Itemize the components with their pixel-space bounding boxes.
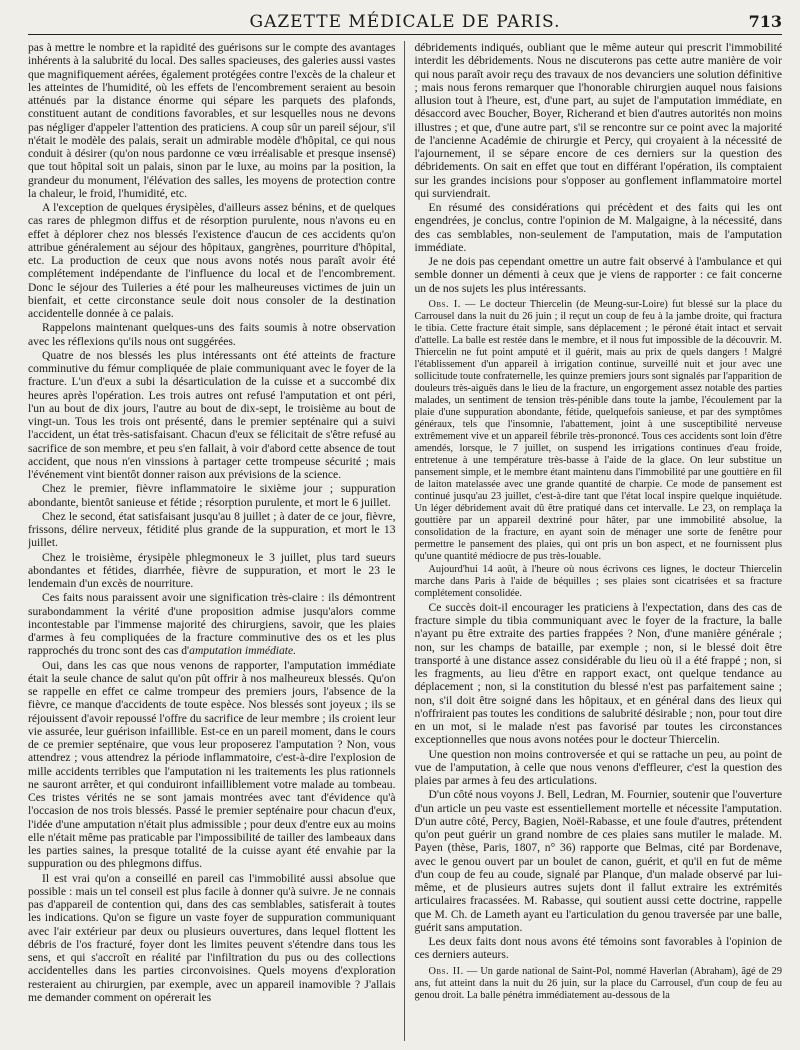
- observation-text: — Un garde national de Saint-Pol, nommé Haverlan (Abraham), âgé de 29 ans, fut atteint dans la nuit du 26 juin, sur la place du Carrousel, d'un coup de feu au genou droit. La balle pénétra immédiatement au-dessous de la: [414, 965, 782, 1001]
- observation-1-conclusion: Aujourd'hui 14 août, à l'heure où nous écrivons ces lignes, le docteur Thiercelin marche dans Paris à l'aide de béquilles ; ses plaies sont cicatrisées et sa fracture complétement consolidée.: [414, 563, 782, 599]
- paragraph: débridements indiqués, oubliant que le même auteur qui prescrit l'immobilité interdit les débridements. Nous ne discuterons pas cette autre manière de voir qui nous paraît avoir reçu des travaux de nos devanciers une solution définitive ; mais nous ferons remarquer que l'honorable chirurgien auquel nous faisions allusion tout à l'heure, est, d'une part, au sujet de l'amputation immédiate, en désaccord avec Boucher, Boyer, Richerand et bien d'autres autorités non moins illustres ; et que, d'une autre part, s'il se rencontre sur ce point avec la majorité de l'ancienne Académie de chirurgie et Percy, qui croyaient à la nécessité de l'ajournement, il se sépare encore de ces derniers sur la question des débridements. On sait en effet que tout en différant l'opération, ils comptaient sur les grandes incisions pour s'opposer au gonflement inflammatoire mortel qui surviendrait.: [414, 41, 782, 200]
- left-column: [28, 41, 405, 1041]
- paragraph: Les deux faits dont nous avons été témoins sont favorables à l'opinion de ces derniers auteurs.: [414, 935, 782, 962]
- paragraph: Chez le premier, fièvre inflammatoire le sixième jour ; suppuration abondante, bientôt sanieuse et fétide ; résorption purulente, et mort le 6 juillet.: [28, 482, 396, 509]
- paragraph-text: Ces faits nous paraissent avoir une signification très-claire : ils démontrent surabondamment la vérité d'une proposition admise jusqu'alors comme incontestable par l'immense majorité des chirurgiens, savoir, que les plaies d'armes à feu compliquées de la fracture comminutive des os et les plus rapprochés du tronc sont des cas d': [28, 591, 396, 658]
- observation-text: — Le docteur Thiercelin (de Meung-sur-Loire) fut blessé sur la place du Carrousel dans la nuit du 26 juin ; il reçut un coup de feu à la jambe droite, qui fractura le tibia. Cette fracture était simple, sans déplacement ; le péroné était intact et servait d'attelle. La balle est restée dans le membre, et il nous fut impossible de la découvrir. M. Thiercelin ne fut point amputé et il guérit, mais au prix de quels dangers ! Malgré l'établissement d'un appareil à irrigation continue, surveillé nuit et jour avec une sollicitude toute confraternelle, les quinze premiers jours sont signalés par l'apparition de douleurs très-aiguës dans le lieu de la fracture, un engorgement assez notable des parties malades, un sentiment de tension très-pénible dans toute la jambe, l'écoulement par la plaie d'une suppuration abondante, fétide, quelquefois sanieuse, et par des symptômes généraux, tels que l'insomnie, l'abattement, joint à une susceptibilité nerveuse extrêmement vive et un appareil fébrile très-prononcé. Tous ces accidents sont loin d'être amendés, lorsque, le 7 juillet, on suspend les irrigations continues d'eau froide, entretenue à une température très-basse à l'aide de la glace. On leur substitue un pansement simple, et le membre étant maintenu dans l'immobilité par une gouttière en fil de laiton matelassée avec une grande quantité de charpie. Ce mode de pansement est continué jusqu'au 23 juillet, c'est-à-dire tant que l'état local inspire quelque inquiétude. Un léger débridement avait dû être pratiqué dans cet intervalle. Le 23, on remplaça la gouttière par un appareil dextriné pour hâter, par une immobilité absolue, la consolidation de la fracture, en ayant soin de ménager une sorte de fenêtre pour permettre le pansement des plaies, qui ont pris un bon aspect, et ne fournissent plus qu'une quantité médiocre de pus très-louable.: [414, 298, 782, 562]
- paragraph: Il est vrai qu'on a conseillé en pareil cas l'immobilité aussi absolue que possible : mais un tel conseil est plus facile à donner qu'à suivre. Je ne connais pas d'appareil de contention qui, dans des cas semblables, satisferait à toutes les indications. Qu'on se figure un vaste foyer de suppuration communiquant avec l'air extérieur par deux ou plusieurs ouvertures, dans lequel flottent les débris de l'os fracturé, foyer dont les limites peuvent s'étendre dans tous les sens, et qui s'accroît en réalité par l'infiltration du pus ou des collections accidentelles dans les parties circonvoisines. Quels moyens d'exploration resteraient au chirurgien, par exemple, avec un appareil inamovible ? J'allais me demander comment on opérerait les: [28, 871, 396, 1004]
- paragraph: [28, 591, 396, 657]
- observation-label: Obs. I.: [428, 298, 461, 310]
- paragraph: Chez le troisième, érysipèle phlegmoneux le 3 juillet, plus tard sueurs abondantes et fétides, diarrhée, fièvre de suppuration, et mort le 23 le lendemain d'un excès de nourriture.: [28, 550, 396, 590]
- paragraph: Une question non moins controversée et qui se rattache un peu, au point de vue de l'amputation, à celle que nous venons d'effleurer, c'est la question des plaies par armes à feu des articulations.: [414, 747, 782, 787]
- paragraph: Rappelons maintenant quelques-uns des faits soumis à notre observation avec les réflexions qu'ils nous ont suggérées.: [28, 321, 396, 348]
- page-number: 713: [748, 12, 782, 31]
- paragraph: A l'exception de quelques érysipèles, d'ailleurs assez bénins, et de quelques cas rares de phlegmon diffus et de résorption purulente, nous n'avons eu en effet à déplorer chez nos blessés l'existence d'aucun de ces accidents qu'on attribue généralement au séjour des hôpitaux, gangrènes, pourriture d'hôpital, etc. La production de ceux que nous avons notés nous paraît avoir été complétement indépendante de l'influence du local et de l'encombrement. Donc le séjour des Tuileries a été pour les malheureuses victimes de juin un bienfait, et cette circonstance seule doit nous consoler de la destination accidentelle donnée à ce palais.: [28, 201, 396, 320]
- page-header: [28, 8, 782, 35]
- observation-2: [415, 966, 783, 1002]
- paragraph: Oui, dans les cas que nous venons de rapporter, l'amputation immédiate était la seule chance de salut qu'on pût offrir à nos malheureux blessés. Qu'on se rappelle en effet ce calme trompeur des premiers jours, l'absence de la fièvre, ce manque d'accidents de toute espèce. Nos blessés sont joyeux ; ils se réjouissent d'avoir repoussé l'offre du sacrifice de leur membre ; ils croient leur vie assurée, leur guérison infaillible. Est-ce en un pareil moment, dans le cours de ce premier septénaire, que vous leur proposerez l'amputation ? Non, vous attendrez ; vous attendrez la période inflammatoire, c'est-à-dire l'explosion de mille accidents terribles que l'amputation ni les traitements les plus rationnels ne sauront arrêter, et qui conduiront infailliblement votre malade au tombeau. Ces tristes vérités ne se sont jamais montrées avec tant d'évidence qu'à l'occasion de nos trois blessés. Passé le premier septénaire pour chacun d'eux, l'idée d'une amputation n'était plus admissible ; pour deux d'entre eux au moins elle n'était même pas praticable par l'impossibilité de tailler des lambeaux dans les parties saines, la presque totalité de la cuisse ayant été envahie par la suppuration ou des phlegmons diffus.: [28, 658, 396, 871]
- paragraph: D'un côté nous voyons J. Bell, Ledran, M. Fournier, soutenir que l'ouverture d'un article un peu vaste est essentiellement mortelle et nécessite l'amputation. D'un autre côté, Percy, Bagien, Noël-Rabasse, et une foule d'autres, prétendent qu'on peut guérir un grand nombre de ces plaies sans mutiler le malade. M. Payen (thèse, Paris, 1807, n° 36) rapporte que Belmas, cité par Bordenave, avec le genou ouvert par un boulet de canon, guérit, et qu'il en fut de même d'un coup de feu au coude, signalé par Planque, d'un malade observé par lui-même, et de plusieurs autres sujets dont il fallut extraire les extrémités articulaires fracassées. M. Rabasse, qui soutient aussi cette doctrine, rappelle que M. Ch. de Lameth ayant eu l'articulation du genou traversée par une balle, guérit sans amputation.: [414, 788, 782, 934]
- paragraph: Chez le second, état satisfaisant jusqu'au 8 juillet ; à dater de ce jour, fièvre, frissons, délire nerveux, fétidité plus grande de la suppuration, et mort le 13 juillet.: [28, 509, 396, 550]
- paragraph: pas à mettre le nombre et la rapidité des guérisons sur le compte des avantages inhérents à la salubrité du local. Des salles spacieuses, des galeries aussi vastes que magnifiquement aérées, également protégées contre l'excès de la chaleur et les atteintes de l'humidité, où les effets de l'encombrement seraient au besoin atténués par la distance énorme qui sépare les parquets des plafonds, constituent autant de conditions favorables, et sur lesquelles nous ne devons pas négliger d'appeler l'attention des praticiens. A coup sûr un pareil séjour, s'il n'était le modèle des palais, serait un admirable modèle d'hôpital, ce qui nous conduit à désirer (qu'on nous pardonne ce vœu irréalisable et presque insensé) que tout hôpital soit un palais, sinon par le luxe, au moins par la position, la grandeur du monument, l'élévation des salles, les moyens de protection contre la chaleur, le froid, l'humidité, etc.: [28, 41, 396, 200]
- journal-title: GAZETTE MÉDICALE DE PARIS.: [249, 12, 561, 32]
- paragraph: Ce succès doit-il encourager les praticiens à l'expectation, dans des cas de fracture simple du tibia communiquant avec le foyer de la fracture, la balle n'ayant pu être extraite des parties frappées ? Non, d'une manière générale ; non, sur les champs de bataille, par exemple ; non, si le blessé doit être transporté à une distance assez considérable du lieu où il a été frappé ; non, si les fragments, au lieu d'être en rapport exact, ont quelque tendance au déplacement ; non, si la constitution du blessé n'est pas parfaitement saine ; non, s'il doit être soigné dans les hôpitaux, et en général dans des lieux qui n'offriraient pas toutes les conditions de salubrité désirable ; non, pour tout dire en un mot, si le malade n'est pas favorisé par toutes les circonstances exceptionnelles que nous avons notées pour le docteur Thiercelin.: [414, 600, 782, 747]
- observation-label: Obs. II.: [428, 965, 464, 977]
- paragraph: En résumé des considérations qui précèdent et des faits qui les ont engendrées, je conclus, contre l'opinion de M. Malgaigne, à la nécessité, dans des cas semblables, non-seulement de l'amputation, mais de l'amputation immédiate.: [414, 201, 782, 254]
- emphasis-text: amputation immédiate.: [189, 644, 297, 658]
- text-columns: [28, 41, 782, 1041]
- right-column: [415, 41, 783, 1041]
- paragraph: Quatre de nos blessés les plus intéressants ont été atteints de fracture comminutive du fémur compliquée de plaie communiquant avec le foyer de la fracture. L'un d'eux a subi la désarticulation de la cuisse et a succombé dix heures après l'opération. Les trois autres ont refusé l'amputation et ont péri, l'un au bout de dix jours, l'autre au bout de dix-sept, le troisième au bout de vingt-un. Tous les trois ont présenté, dans le premier septénaire qui a suivi l'accident, un état très-satisfaisant. Chacun d'eux se félicitait de s'être refusé au sacrifice de son membre, et peu s'en fallait, à voir d'abord cette absence de tout accident, que nous n'en vinssions à partager cette trompeuse sécurité ; mais l'événement vint bientôt donner raison aux prévisions de la science.: [28, 348, 396, 481]
- paragraph: Je ne dois pas cependant omettre un autre fait observé à l'ambulance et qui semble donner un démenti à ceux que je viens de rapporter : ce fait concerne un de nos sujets les plus intéressants.: [414, 255, 782, 295]
- observation-1: [415, 299, 783, 563]
